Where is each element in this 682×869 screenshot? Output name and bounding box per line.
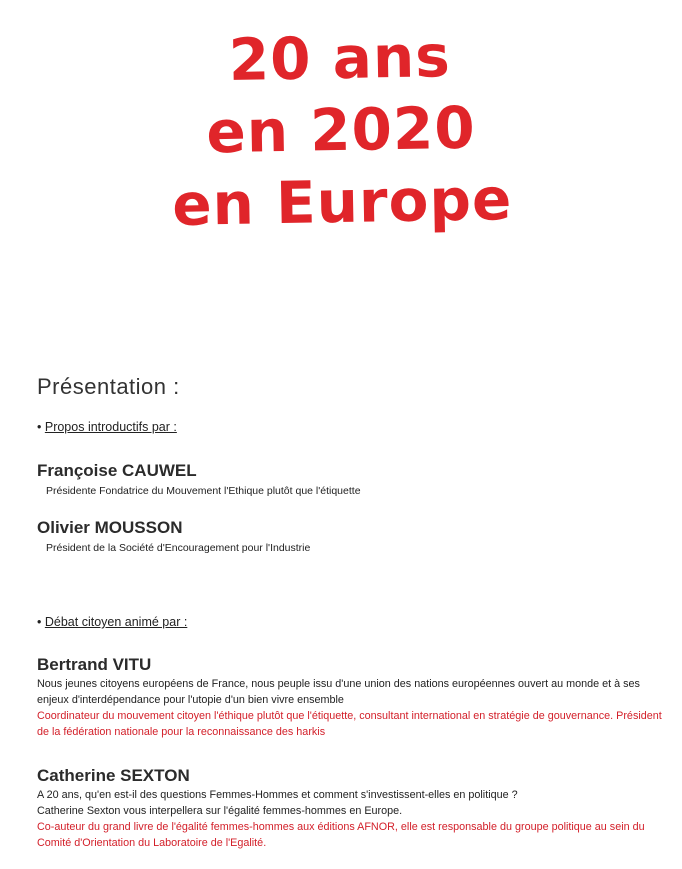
speaker-role-cauwel: Présidente Fondatrice du Mouvement l'Ethique plutôt que l'étiquette — [46, 485, 361, 497]
speaker-role-mousson: Président de la Société d'Encouragement pour l'Industrie — [46, 542, 311, 554]
propos-label: Propos introductifs par : — [44, 420, 177, 434]
speaker-bio-vitu: Coordinateur du mouvement citoyen l'éthique plutôt que l'étiquette, consultant international en stratégie de gouvernance. Président de la fédération nationale pour la reconnaissance des harkis — [37, 710, 662, 738]
speaker-desc-sexton — [37, 787, 662, 851]
speaker-name-sexton: Catherine SEXTON — [37, 766, 190, 785]
speaker-name-mousson: Olivier MOUSSON — [37, 518, 183, 537]
title-line-3: en Europe — [171, 165, 513, 239]
debat-label: Débat citoyen animé par : — [44, 615, 188, 629]
speaker-text-sexton-1: A 20 ans, qu'en est-il des questions Femmes-Hommes et comment s'investissent-elles en politique ? — [37, 789, 518, 801]
title-line-1: 20 ans — [228, 22, 452, 94]
speaker-name-cauwel: Françoise CAUWEL — [37, 461, 197, 480]
speaker-name-vitu: Bertrand VITU — [37, 655, 152, 674]
speaker-text-vitu: Nous jeunes citoyens européens de France, nous peuple issu d'une union des nations européennes ouvert au monde et à ses enjeux d'interdépendance pour l'utopie d'un bien vivre ensemble — [37, 678, 640, 706]
speaker-desc-vitu — [37, 676, 662, 740]
speaker-bio-sexton: Co-auteur du grand livre de l'égalité femmes-hommes aux éditions AFNOR, elle est responsable du groupe politique au sein du Comité d'Orientation du Laboratoire de l'Egalité. — [37, 821, 645, 849]
title-line-2: en 2020 — [205, 93, 477, 167]
debat-heading: • Débat citoyen animé par : — [37, 615, 188, 629]
propos-heading: • Propos introductifs par : — [37, 420, 177, 434]
speaker-text-sexton-2: Catherine Sexton vous interpellera sur l'égalité femmes-hommes en Europe. — [37, 805, 403, 817]
section-title: Présentation : — [37, 374, 180, 399]
main-title — [0, 16, 682, 244]
